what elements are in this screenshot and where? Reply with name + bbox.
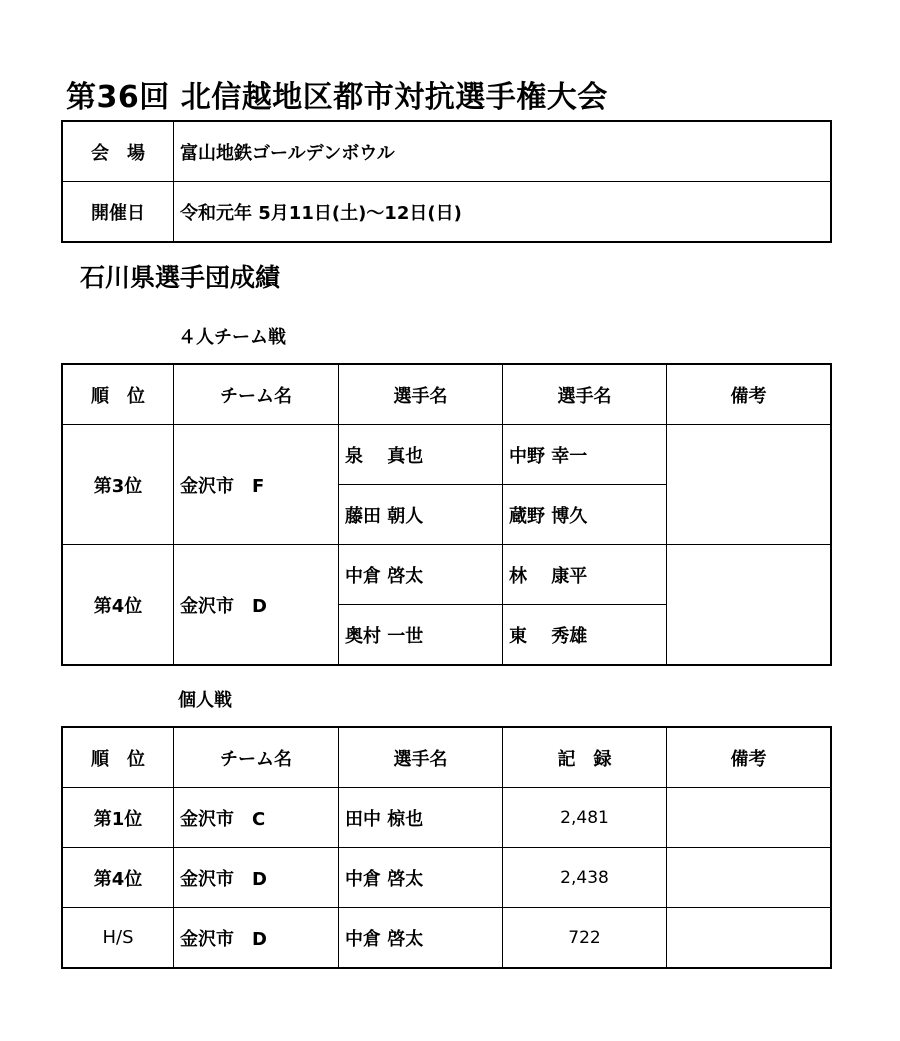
- notes-cell: [667, 545, 832, 666]
- individual-event-heading: 個人戦: [178, 690, 232, 711]
- venue-row: [62, 121, 831, 182]
- venue-value: 富山地鉄ゴールデンボウル: [174, 121, 832, 182]
- table-header-row: [62, 364, 831, 425]
- column-header-player: 選手名: [339, 727, 503, 788]
- column-header-player: 選手名: [339, 364, 503, 425]
- results-subtitle: 石川県選手団成績: [80, 263, 281, 292]
- table-row: [62, 545, 831, 605]
- event-info-table: [61, 120, 832, 243]
- team-cell: 金沢市 F: [174, 425, 339, 545]
- notes-cell: [667, 788, 832, 848]
- team-cell: 金沢市 D: [174, 908, 339, 969]
- column-header-record: 記 録: [503, 727, 667, 788]
- player-cell: 林 康平: [503, 545, 667, 605]
- individual-results-table: [61, 726, 832, 969]
- player-cell: 泉 真也: [339, 425, 503, 485]
- rank-cell: 第4位: [62, 545, 174, 666]
- player-cell: 田中 椋也: [339, 788, 503, 848]
- venue-label: 会 場: [62, 121, 174, 182]
- player-cell: 藤田 朝人: [339, 485, 503, 545]
- table-row: [62, 788, 831, 848]
- team-cell: 金沢市 C: [174, 788, 339, 848]
- rank-cell: 第4位: [62, 848, 174, 908]
- rank-cell: 第3位: [62, 425, 174, 545]
- player-cell: 蔵野 博久: [503, 485, 667, 545]
- document-title: 第36回 北信越地区都市対抗選手権大会: [66, 80, 608, 115]
- date-label: 開催日: [62, 182, 174, 243]
- team-results-table: [61, 363, 832, 666]
- column-header-notes: 備考: [667, 727, 832, 788]
- team-event-heading: ４人チーム戦: [178, 327, 286, 348]
- table-row: [62, 908, 831, 969]
- player-cell: 奥村 一世: [339, 605, 503, 666]
- date-row: [62, 182, 831, 243]
- rank-cell: 第1位: [62, 788, 174, 848]
- column-header-team: チーム名: [174, 364, 339, 425]
- notes-cell: [667, 848, 832, 908]
- team-cell: 金沢市 D: [174, 545, 339, 666]
- column-header-rank: 順 位: [62, 727, 174, 788]
- rank-cell: H/S: [62, 908, 174, 969]
- notes-cell: [667, 908, 832, 969]
- column-header-player: 選手名: [503, 364, 667, 425]
- column-header-team: チーム名: [174, 727, 339, 788]
- notes-cell: [667, 425, 832, 545]
- player-cell: 中野 幸一: [503, 425, 667, 485]
- column-header-notes: 備考: [667, 364, 832, 425]
- column-header-rank: 順 位: [62, 364, 174, 425]
- player-cell: 中倉 啓太: [339, 545, 503, 605]
- player-cell: 東 秀雄: [503, 605, 667, 666]
- date-value: 令和元年 5月11日(土)～12日(日): [174, 182, 832, 243]
- player-cell: 中倉 啓太: [339, 848, 503, 908]
- record-cell: 2,481: [503, 788, 667, 848]
- table-row: [62, 425, 831, 485]
- table-header-row: [62, 727, 831, 788]
- player-cell: 中倉 啓太: [339, 908, 503, 969]
- table-row: [62, 848, 831, 908]
- record-cell: 2,438: [503, 848, 667, 908]
- record-cell: 722: [503, 908, 667, 969]
- team-cell: 金沢市 D: [174, 848, 339, 908]
